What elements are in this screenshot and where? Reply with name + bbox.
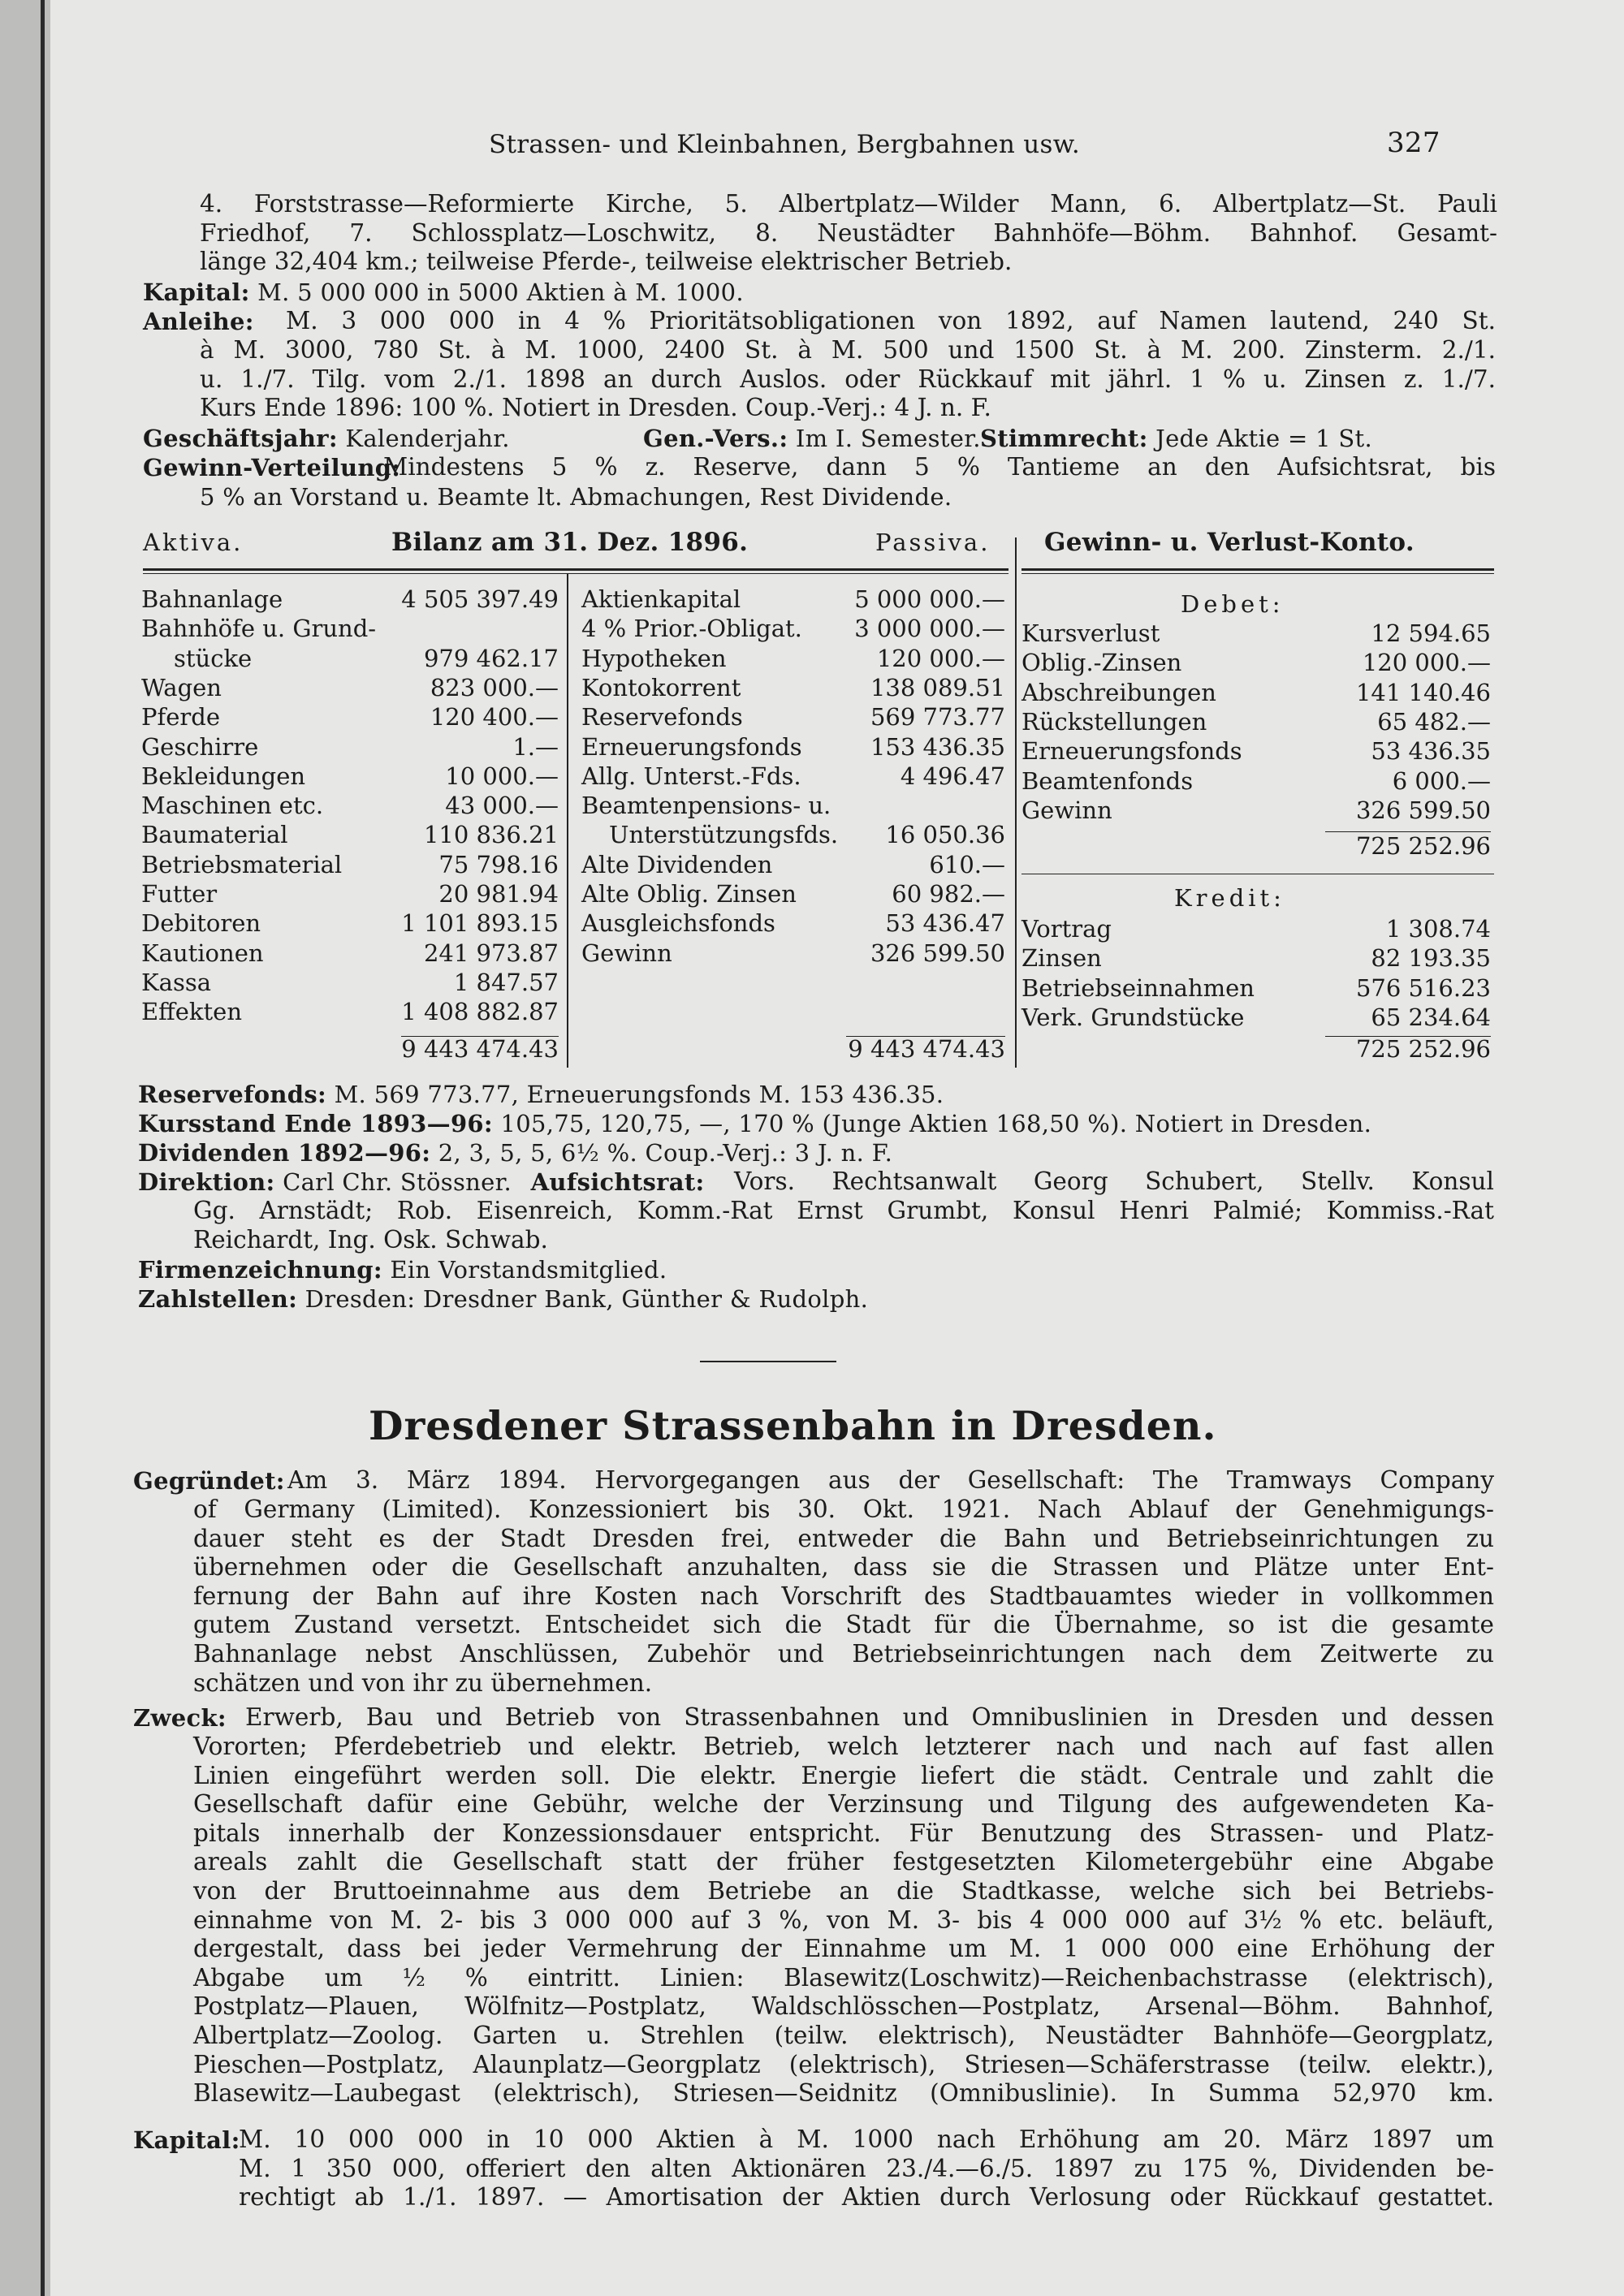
geschaeftsjahr-label: Geschäftsjahr: [143,425,338,452]
bilanz-top-rule-2 [143,573,1009,574]
kapital-label-2: Kapital: [133,2126,240,2154]
stimmrecht-text: Jede Aktie = 1 St. [1155,425,1373,452]
gegruendet-line: gutem Zustand versetzt. Entscheidet sich die Stadt für die Übernahme, so ist die gesamte [193,1611,1494,1639]
gegruendet-line: fernung der Bahn auf ihre Kosten nach Vorschrift des Stadtbauamtes wieder in vollkommen [193,1582,1494,1610]
direktion-label: Direktion: [138,1168,275,1196]
passiva-row-label: Kontokorrent [581,673,741,701]
route-line: Friedhof, 7. Schlossplatz—Loschwitz, 8. Neustädter Bahnhöfe—Böhm. Bahnhof. Gesamt- [200,218,1497,247]
aktiva-row-label: Kassa [141,968,212,996]
aktiva-row-label: stücke [174,644,253,672]
gewinn-line: Mindestens 5 % z. Reserve, dann 5 % Tantieme an den Aufsichtsrat, bis [383,453,1496,481]
passiva-row-label: Aktienkapital [581,585,741,613]
anleihe-line: Kurs Ende 1896: 100 %. Notiert in Dresden. Coup.-Verj.: 4 J. n. F. [200,394,991,422]
aktiva-row-label: Bahnhöfe u. Grund- [141,615,377,643]
zweck-line: Albertplatz—Zoolog. Garten u. Strehlen (teilw. elektrisch), Neustädter Bahnhöfe—Georgplatz, [193,2021,1494,2049]
zahlstellen-entry [138,1284,868,1314]
running-title: Strassen- und Kleinbahnen, Bergbahnen usw. [489,130,1081,159]
aktiva-row-value: 75 798.16 [438,850,559,878]
dividenden-label: Dividenden 1892—96: [138,1139,431,1167]
aktiva-row-label: Pferde [141,703,220,732]
debet-row-label: Kursverlust [1021,619,1160,647]
scan-edge-shadow [41,0,45,2296]
geschaeftsjahr-entry [143,424,510,453]
aktiva-row-value: 1 847.57 [453,968,559,996]
geschaeftsjahr-text: Kalenderjahr. [345,425,510,452]
aktiva-row-value: 4 505 397.49 [401,585,559,613]
kapital-text-2 [239,2126,1494,2212]
passiva-row-value: 4 496.47 [900,762,1005,790]
kredit-row-label: Vortrag [1021,915,1112,943]
aufsichtsrat-text [734,1167,1494,1197]
genvers-entry [643,424,981,453]
aktiva-row-value: 110 836.21 [423,821,559,849]
debet-row-label: Oblig.-Zinsen [1021,649,1182,677]
zweck-line: Abgabe um ½ % eintritt. Linien: Blasewitz(Loschwitz)—Reichenbachstrasse (elektrisch), [193,1963,1494,1992]
kursstand-entry [138,1109,1494,1138]
debet-row-label: Beamtenfonds [1021,766,1194,795]
stimmrecht-entry [980,424,1372,453]
kursstand-text: 105,75, 120,75, —, 170 % (Junge Aktien 168,50 %). Notiert in Dresden. [500,1110,1372,1137]
aktiva-row-label: Bahnanlage [141,585,283,613]
passiva-row-value: 326 599.50 [870,939,1005,967]
bilanz-gv-divider [1015,537,1017,1068]
aktiva-row-value: 241 973.87 [423,939,559,967]
passiva-row-label: Gewinn [581,939,672,967]
aufsichtsrat-line: Reichardt, Ing. Osk. Schwab. [193,1225,548,1254]
passiva-row-label: Unterstützungsfds. [609,821,839,849]
aufsichtsrat-line: Gg. Arnstädt; Rob. Eisenreich, Komm.-Rat Ernst Grumbt, Konsul Henri Palmié; Kommiss.-Rat [193,1197,1494,1224]
kredit-row-label: Betriebseinnahmen [1021,973,1255,1002]
stimmrecht-label: Stimmrecht: [980,425,1148,452]
zweck-line: Blasewitz—Laubegast (elektrisch), Striesen—Seidnitz (Omnibuslinie). In Summa 52,970 km. [193,2079,1494,2108]
genvers-label: Gen.-Vers.: [643,425,788,452]
passiva-row-value: 610.— [929,850,1005,878]
route-line: länge 32,404 km.; teilweise Pferde-, teilweise elektrischer Betrieb. [200,248,1013,276]
debet-label: Debet: [1181,590,1285,618]
aktiva-row-value: 10 000.— [445,762,559,790]
aktiva-row-label: Effekten [141,998,243,1026]
kredit-row-value: 576 516.23 [1355,973,1491,1002]
firmenzeichnung-label: Firmenzeichnung: [138,1256,382,1284]
passiva-row-label: Hypotheken [581,644,727,672]
aktiva-row-label: Baumaterial [141,821,288,849]
document-page [50,0,1624,2296]
debet-row-value: 12 594.65 [1371,619,1491,647]
passiva-row-label: Erneuerungsfonds [581,732,802,761]
zweck-line: einnahme von M. 2- bis 3 000 000 auf 3 %, von M. 3- bis 4 000 000 auf 3½ % etc. beläuft, [193,1905,1494,1934]
aktiva-row-label: Geschirre [141,732,259,761]
passiva-row-label: 4 % Prior.-Obligat. [581,615,802,643]
kapital-line: rechtigt ab 1./1. 1897. — Amortisation der Aktien durch Verlosung oder Rückkauf gestattet. [239,2183,1494,2212]
debet-row-label: Erneuerungsfonds [1021,737,1242,766]
kredit-row-value: 82 193.35 [1371,944,1491,973]
page-number: 327 [1387,127,1440,159]
anleihe-text [286,307,1496,336]
zweck-line: Erwerb, Bau und Betrieb von Strassenbahnen und Omnibuslinien in Dresden und dessen [245,1703,1494,1731]
debet-row-label: Abschreibungen [1021,678,1216,706]
aktiva-row-label: Kautionen [141,939,264,967]
aktiva-total: 9 443 474.43 [401,1035,559,1063]
gewinn-verteilung-text [383,453,1496,482]
section-divider [700,1361,836,1362]
aktiva-row-value: 1 101 893.15 [401,909,559,938]
aufsichtsrat-line: Vors. Rechtsanwalt Georg Schubert, Stellv. Konsul [734,1167,1494,1195]
passiva-row-label: Ausgleichsfonds [581,909,775,938]
debet-row-value: 326 599.50 [1355,796,1491,824]
kredit-row-value: 65 234.64 [1371,1003,1491,1031]
debet-total: 725 252.96 [1355,832,1491,860]
bilanz-top-rule [143,568,1009,571]
gegruendet-line: dauer steht es der Stadt Dresden frei, entweder die Bahn und Betriebseinrichtungen zu [193,1524,1494,1552]
zweck-line: von der Bruttoeinnahme aus dem Betriebe an die Stadtkasse, welche sich bei Betriebs- [193,1876,1494,1905]
aufsichtsrat-label: Aufsichtsrat: [530,1168,705,1196]
company-title: Dresdener Strassenbahn in Dresden. [369,1402,1217,1449]
zahlstellen-text: Dresden: Dresdner Bank, Günther & Rudolph. [304,1285,869,1313]
bilanz-title: Bilanz am 31. Dez. 1896. [391,528,749,557]
passiva-row-value: 569 773.77 [870,703,1005,732]
aufsichtsrat-text-cont [193,1197,1494,1254]
anleihe-text-cont [200,336,1496,423]
passiva-row-value: 153 436.35 [870,732,1005,761]
genvers-text: Im I. Semester. [795,425,981,452]
bilanz-col-divider [567,574,568,1068]
aktiva-row-value: 1.— [512,732,559,761]
kredit-row-label: Verk. Grundstücke [1021,1003,1245,1031]
aktiva-row-label: Futter [141,880,218,908]
passiva-row-value: 3 000 000.— [854,615,1005,643]
route-line: 4. Forststrasse—Reformierte Kirche, 5. Albertplatz—Wilder Mann, 6. Albertplatz—St. Pauli [200,190,1497,218]
firmenzeichnung-entry [138,1255,667,1284]
anleihe-line: u. 1./7. Tilg. vom 2./1. 1898 an durch Auslos. oder Rückkauf mit jährl. 1 % u. Zinsen z. 1./7. [200,365,1496,393]
aktiva-label: Aktiva. [143,529,244,556]
passiva-row-value: 16 050.36 [885,821,1005,849]
kredit-label: Kredit: [1174,884,1285,912]
zweck-line: Gesellschaft dafür eine Gebühr, welche der Verzinsung und Tilgung des aufgewendeten Ka- [193,1790,1494,1819]
passiva-row-value: 60 982.— [892,880,1005,908]
aktiva-row-label: Maschinen etc. [141,792,324,820]
aktiva-row-value: 43 000.— [445,792,559,820]
gv-top-rule-2 [1021,573,1494,574]
debet-row-value: 65 482.— [1377,707,1491,736]
passiva-total: 9 443 474.43 [848,1035,1005,1063]
gewinn-verteilung-label: Gewinn-Verteilung: [143,454,401,481]
firmenzeichnung-text: Ein Vorstandsmitglied. [390,1256,667,1284]
anleihe-line: M. 3 000 000 in 4 % Prioritätsobligationen von 1892, auf Namen lautend, 240 St. [286,307,1496,334]
gegruendet-line: schätzen und von ihr zu übernehmen. [193,1668,653,1697]
zweck-line: Vororten; Pferdebetrieb und elektr. Betrieb, welch letzterer nach und nach auf fast allen [193,1733,1494,1760]
zweck-line: Linien eingeführt werden soll. Die elektr. Energie liefert die städt. Centrale und zahlt die [193,1761,1494,1789]
gewinn-konto-title: Gewinn- u. Verlust-Konto. [1044,528,1415,557]
passiva-row-value: 5 000 000.— [854,585,1005,613]
debet-row-value: 120 000.— [1362,649,1491,677]
aktiva-row-value: 823 000.— [430,673,559,701]
zweck-text [245,1703,1494,1733]
debet-row-value: 53 436.35 [1371,737,1491,766]
gegruendet-text-cont [193,1495,1494,1698]
gv-top-rule [1021,568,1494,571]
zweck-line: dergestalt, dass bei jeder Vermehrung der Einnahme um M. 1 000 000 eine Erhöhung der [193,1935,1494,1963]
aktiva-row-label: Wagen [141,673,222,701]
zweck-text-cont [193,1733,1494,2108]
dividenden-entry [138,1138,892,1167]
passiva-row-value: 138 089.51 [870,673,1005,701]
kursstand-label: Kursstand Ende 1893—96: [138,1110,493,1137]
aktiva-row-label: Bekleidungen [141,762,306,790]
kapital-line: M. 1 350 000, offeriert den alten Aktionären 23./4.—6./5. 1897 zu 175 %, Dividenden be- [239,2154,1494,2182]
zahlstellen-label: Zahlstellen: [138,1285,298,1313]
aktiva-row-label: Betriebsmaterial [141,850,343,878]
zweck-line: pitals innerhalb der Konzessionsdauer entspricht. Für Benutzung des Strassen- und Platz- [193,1819,1494,1847]
gegruendet-line: Bahnanlage nebst Anschlüssen, Zubehör und Betriebseinrichtungen nach dem Zeitwerte zu [193,1639,1494,1668]
aktiva-row-value: 1 408 882.87 [401,998,559,1026]
anleihe-line: à M. 3000, 780 St. à M. 1000, 2400 St. à M. 500 und 1500 St. à M. 200. Zinsterm. 2./1. [200,336,1496,364]
passiva-row-value: 120 000.— [876,644,1005,672]
direktion-entry [138,1167,705,1197]
direktion-text: Carl Chr. Stössner. [283,1168,512,1196]
gegruendet-line: Am 3. März 1894. Hervorgegangen aus der Gesellschaft: The Tramways Company [287,1466,1494,1494]
kapital-label: Kapital: [143,278,250,306]
anleihe-label: Anleihe: [143,308,254,335]
kredit-row-value: 1 308.74 [1385,915,1491,943]
gegruendet-label: Gegründet: [133,1467,285,1495]
aktiva-row-label: Debitoren [141,909,261,938]
aktiva-row-value: 120 400.— [430,703,559,732]
zweck-line: areals zahlt die Gesellschaft statt der früher festgesetzten Kilometergebühr eine Abgabe [193,1848,1494,1876]
aktiva-row-value: 979 462.17 [423,644,559,672]
reservefonds-label: Reservefonds: [138,1081,327,1108]
passiva-label: Passiva. [875,529,991,556]
gegruendet-line: of Germany (Limited). Konzessioniert bis 30. Okt. 1921. Nach Ablauf der Genehmigungs- [193,1495,1494,1523]
passiva-row-label: Alte Oblig. Zinsen [581,880,797,908]
aktiva-row-value: 20 981.94 [438,880,559,908]
passiva-row-label: Beamtenpensions- u. [581,792,831,820]
kapital-text: M. 5 000 000 in 5000 Aktien à M. 1000. [257,278,744,306]
dividenden-text: 2, 3, 5, 5, 6½ %. Coup.-Verj.: 3 J. n. F. [438,1139,893,1167]
kapital-entry [143,278,744,307]
gegruendet-text [287,1466,1494,1495]
debet-row-value: 6 000.— [1392,766,1491,795]
kredit-row-label: Zinsen [1021,944,1102,973]
reservefonds-entry [138,1080,944,1109]
kapital-line: M. 10 000 000 in 10 000 Aktien à M. 1000 nach Erhöhung am 20. März 1897 um [239,2126,1494,2153]
passiva-row-label: Alte Dividenden [581,850,773,878]
passiva-row-label: Reservefonds [581,703,743,732]
gegruendet-line: übernehmen oder die Gesellschaft anzuhalten, dass sie die Strassen und Plätze unter Ent- [193,1553,1494,1582]
kredit-total: 725 252.96 [1355,1035,1491,1063]
passiva-row-value: 53 436.47 [885,909,1005,938]
zweck-label: Zweck: [133,1704,227,1732]
reservefonds-text: M. 569 773.77, Erneuerungsfonds M. 153 436.35. [334,1081,944,1108]
route-text [200,190,1497,277]
debet-row-label: Gewinn [1021,796,1112,824]
gewinn-line: 5 % an Vorstand u. Beamte lt. Abmachungen, Rest Dividende. [200,483,952,511]
passiva-row-label: Allg. Unterst.-Fds. [581,762,801,790]
debet-row-label: Rückstellungen [1021,707,1207,736]
debet-row-value: 141 140.46 [1355,678,1491,706]
zweck-line: Pieschen—Postplatz, Alaunplatz—Georgplatz (elektrisch), Striesen—Schäferstrasse (teilw. elektr.), [193,2050,1494,2078]
zweck-line: Postplatz—Plauen, Wölfnitz—Postplatz, Waldschlösschen—Postplatz, Arsenal—Böhm. Bahnhof, [193,1992,1494,2021]
